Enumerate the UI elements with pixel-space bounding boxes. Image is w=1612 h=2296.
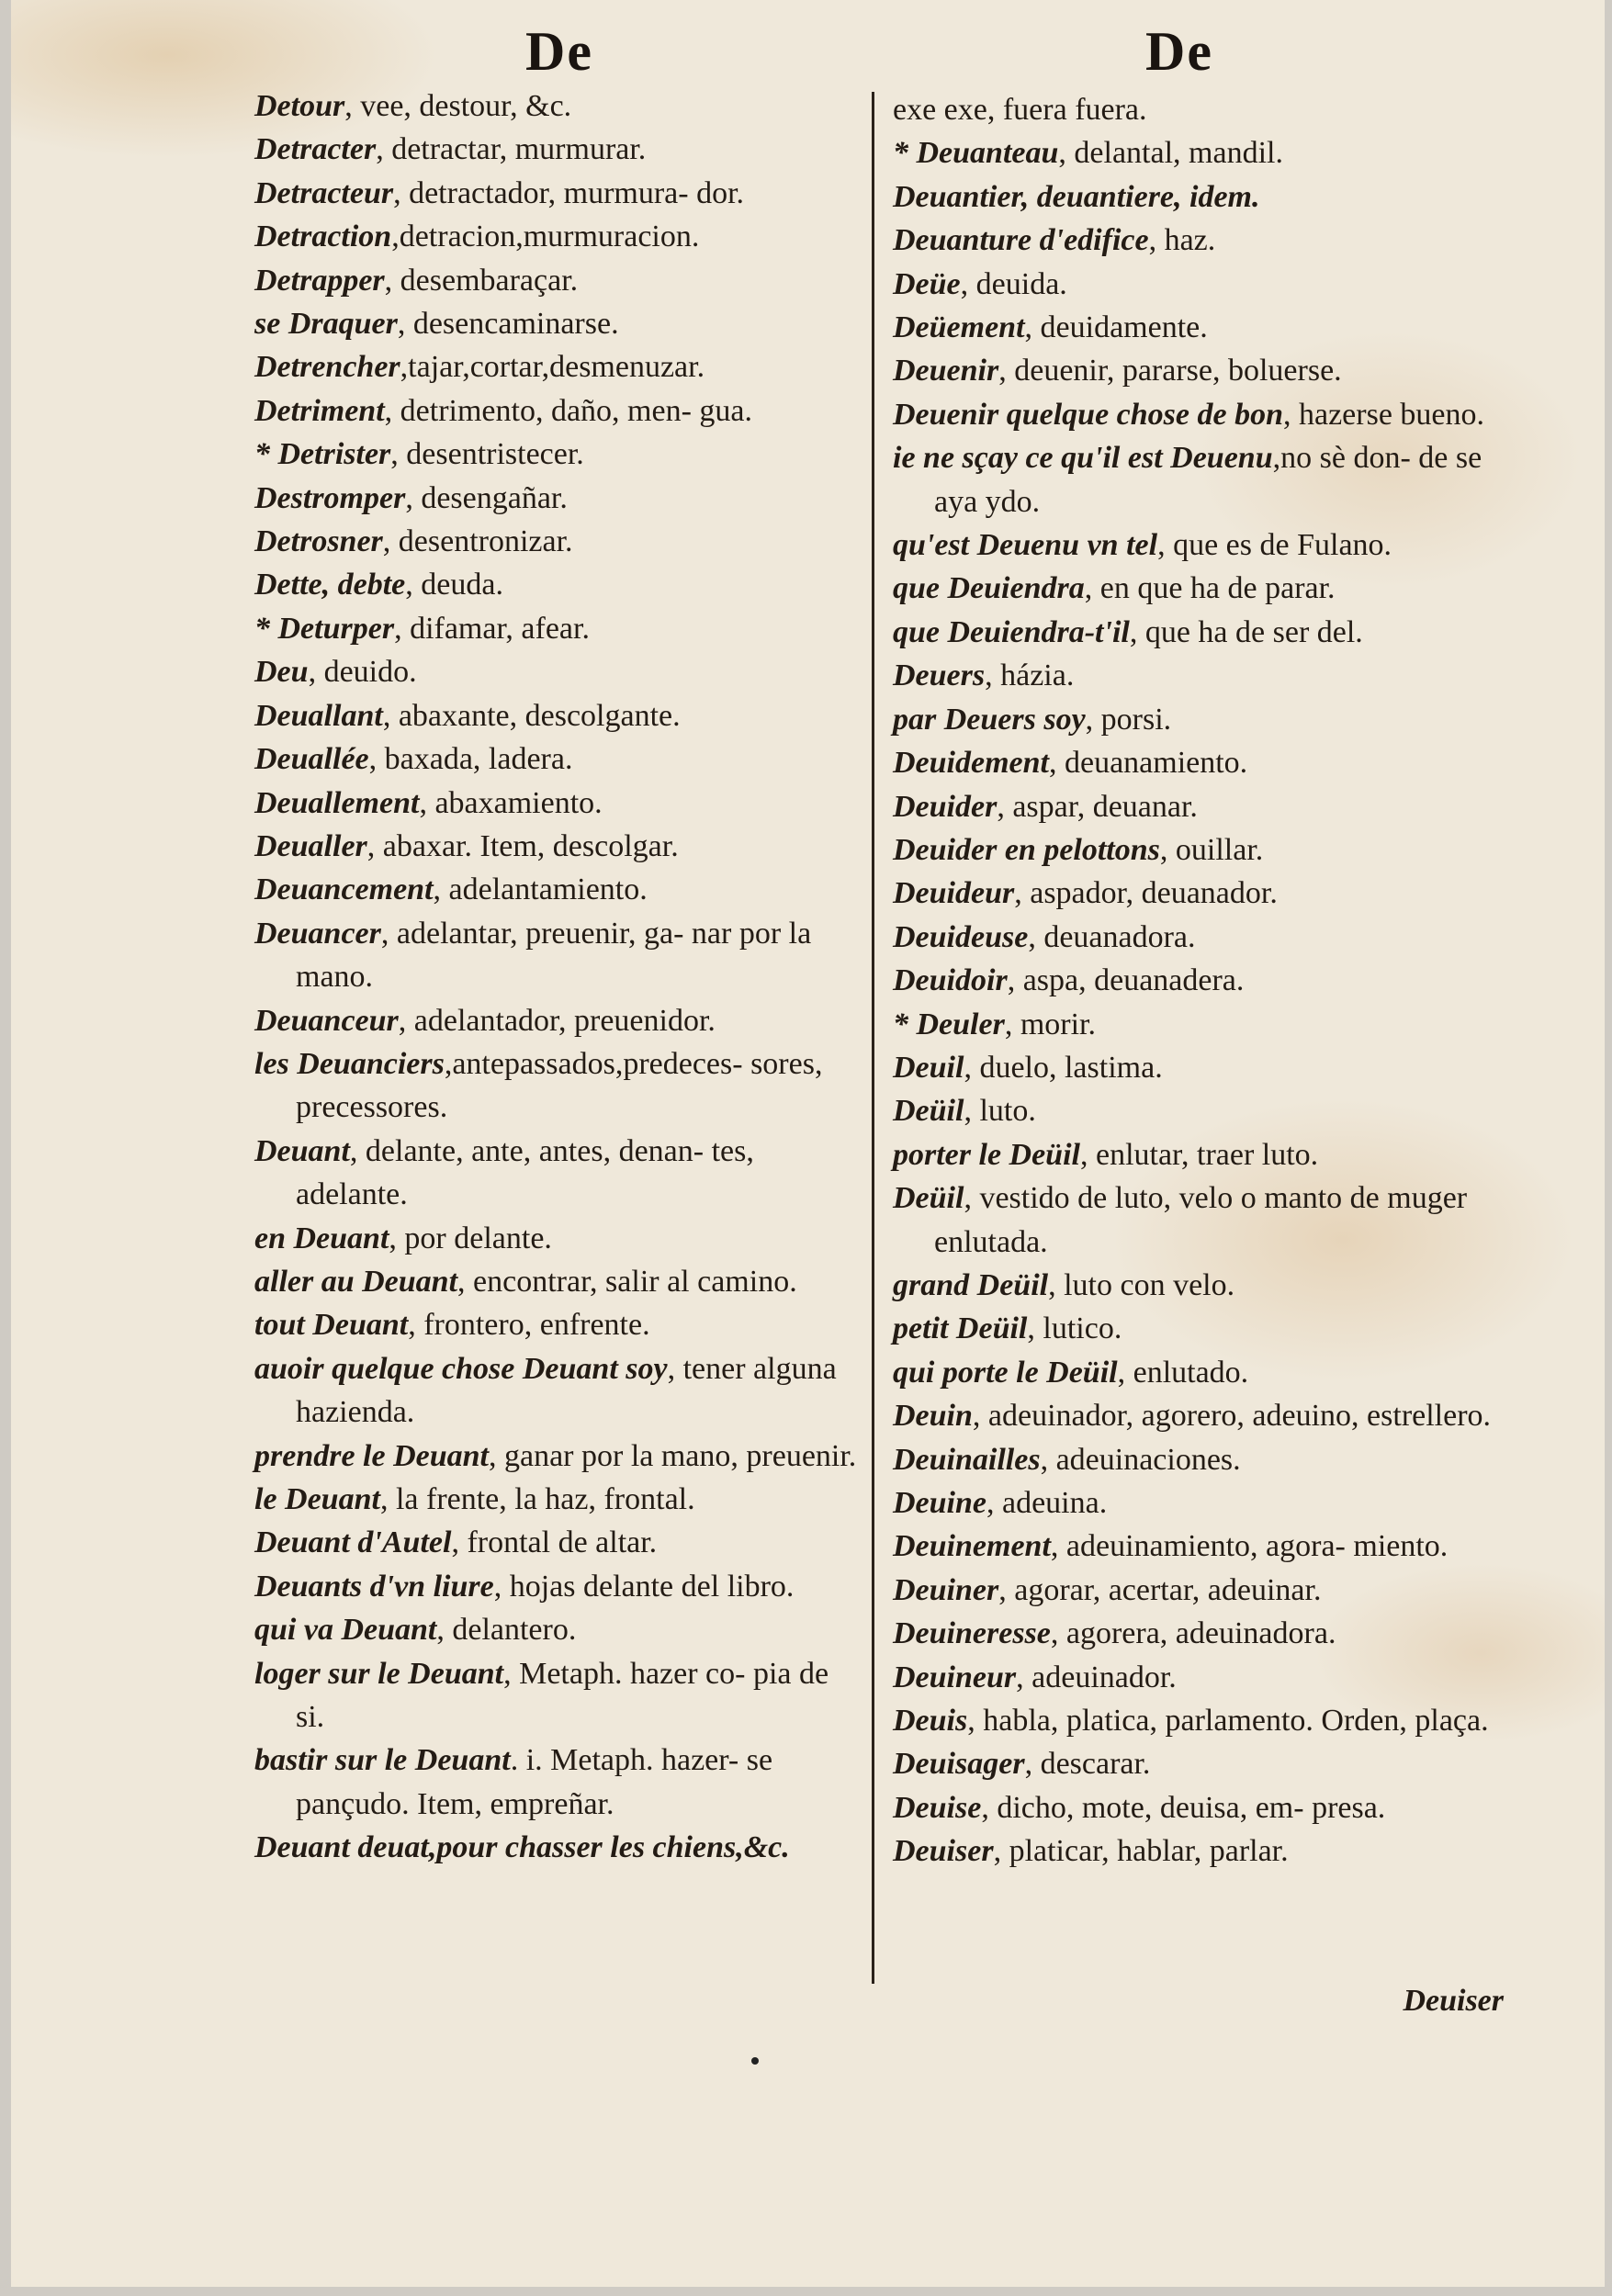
entry-headword: * Deuanteau xyxy=(893,136,1059,171)
entry-definition: ,no sè don- de se aya ydo. xyxy=(934,441,1482,519)
entry-definition: , detrimento, daño, men- gua. xyxy=(384,393,753,428)
entry-definition: exe exe, fuera fuera. xyxy=(893,93,1147,127)
dictionary-entry xyxy=(893,1742,1499,1785)
dictionary-entry xyxy=(254,1478,861,1521)
dictionary-entry xyxy=(893,1176,1499,1264)
entry-headword: Deuant d'Autel xyxy=(254,1525,452,1560)
dictionary-entry xyxy=(254,1826,861,1869)
dictionary-entry xyxy=(893,306,1499,349)
entry-headword: Deuancer xyxy=(254,916,381,951)
entry-definition: , ouillar. xyxy=(1159,832,1264,867)
entry-headword: Detracteur xyxy=(254,175,394,210)
entry-definition: , hojas delante del libro. xyxy=(493,1569,795,1604)
entry-headword: Deüil xyxy=(893,1094,964,1129)
entry-definition: , desentristecer. xyxy=(390,437,584,472)
entry-definition: , delantero. xyxy=(436,1613,577,1648)
dictionary-entry xyxy=(893,436,1499,523)
dictionary-entry xyxy=(254,1130,861,1217)
dictionary-entry xyxy=(254,825,861,868)
entry-definition: , deuanamiento. xyxy=(1048,746,1248,781)
entry-headword: Deuant deuat,pour chasser les chiens,&c. xyxy=(254,1830,790,1865)
entry-definition: , adeuinador, agorero, adeuino, estrellero. xyxy=(972,1399,1492,1434)
entry-definition: , haz. xyxy=(1148,223,1216,258)
dictionary-entry xyxy=(254,1303,861,1346)
dictionary-entry xyxy=(893,1786,1499,1829)
dictionary-entry xyxy=(893,741,1499,784)
entry-headword: Detrosner xyxy=(254,524,383,559)
dictionary-entry xyxy=(254,563,861,606)
dictionary-entry xyxy=(893,611,1499,654)
entry-headword: Detrapper xyxy=(254,263,385,298)
dictionary-entry xyxy=(893,1481,1499,1525)
dictionary-entry xyxy=(254,912,861,999)
dictionary-entry xyxy=(254,345,861,388)
entry-headword: grand Deüil xyxy=(893,1267,1049,1302)
entry-definition: , adelantar, preuenir, ga- nar por la mano. xyxy=(296,916,812,995)
entry-definition: ,detracion,murmuracion. xyxy=(391,219,700,254)
column-divider xyxy=(872,92,874,1984)
dictionary-entry xyxy=(254,737,861,781)
entry-definition: , la frente, la haz, frontal. xyxy=(379,1482,695,1516)
dictionary-entry xyxy=(893,828,1499,872)
entry-definition: , agorera, adeuinadora. xyxy=(1050,1616,1336,1651)
entry-definition: , deuida. xyxy=(960,266,1067,301)
entry-definition: , que ha de ser del. xyxy=(1129,614,1363,649)
entry-definition: , detractador, murmura- dor. xyxy=(393,175,745,210)
entry-headword: * Deturper xyxy=(254,611,395,646)
dictionary-entry xyxy=(254,607,861,650)
entry-headword: Deuineresse xyxy=(893,1616,1051,1651)
entry-definition: , en que ha de parar. xyxy=(1084,571,1336,606)
entry-definition: , porsi. xyxy=(1085,702,1172,737)
entry-definition: , luto. xyxy=(964,1094,1036,1129)
entry-headword: Destromper xyxy=(254,480,406,515)
entry-headword: Detriment xyxy=(254,393,385,428)
dictionary-entry xyxy=(893,1046,1499,1089)
dictionary-entry xyxy=(254,1260,861,1303)
dictionary-entry xyxy=(254,650,861,693)
entry-definition: , por delante. xyxy=(389,1221,552,1255)
entry-definition: , házia. xyxy=(985,658,1075,693)
entry-headword: auoir quelque chose Deuant soy xyxy=(254,1351,668,1386)
dictionary-entry xyxy=(254,1565,861,1608)
entry-definition: , adeuinamiento, agora- miento. xyxy=(1050,1529,1449,1564)
dictionary-entry xyxy=(254,1739,861,1826)
entry-headword: Deuallant xyxy=(254,698,383,733)
dictionary-entry xyxy=(254,1608,861,1651)
entry-headword: le Deuant xyxy=(254,1482,380,1516)
entry-headword: Detraction xyxy=(254,219,392,254)
dictionary-entry xyxy=(893,1438,1499,1481)
entry-headword: Dette, debte xyxy=(254,568,406,602)
entry-headword: que Deuiendra-t'il xyxy=(893,614,1130,649)
entry-definition: , descarar. xyxy=(1024,1747,1151,1782)
dictionary-entry xyxy=(893,1525,1499,1568)
entry-definition: , aspa, deuanadera. xyxy=(1007,963,1245,998)
entry-definition: ,tajar,cortar,desmenuzar. xyxy=(400,350,705,385)
dictionary-entry xyxy=(254,389,861,433)
entry-definition: , deuenir, pararse, boluerse. xyxy=(998,354,1342,388)
dictionary-entry xyxy=(893,349,1499,392)
entry-definition: , que es de Fulano. xyxy=(1157,528,1392,563)
dictionary-entry xyxy=(254,999,861,1042)
dictionary-entry xyxy=(254,868,861,911)
entry-definition: , Metaph. hazer co- pia de si. xyxy=(296,1656,829,1735)
dictionary-entry xyxy=(254,477,861,520)
entry-headword: Deüe xyxy=(893,266,961,301)
entry-headword: Deuisager xyxy=(893,1747,1025,1782)
entry-definition: , vestido de luto, velo o manto de muger enlutada. xyxy=(934,1181,1468,1259)
entry-definition: , ganar por la mano, preuenir. xyxy=(489,1438,857,1473)
entry-headword: petit Deüil xyxy=(893,1311,1028,1346)
entry-headword: Deuider en pelottons xyxy=(893,832,1160,867)
dictionary-entry xyxy=(893,1351,1499,1394)
entry-headword: Deuanceur xyxy=(254,1003,399,1038)
entry-headword: ie ne sçay ce qu'il est Deuenu xyxy=(893,441,1273,476)
entry-headword: Deuise xyxy=(893,1790,982,1825)
entry-headword: Deüil xyxy=(893,1181,964,1216)
entry-headword: Deualler xyxy=(254,828,367,863)
dictionary-entry xyxy=(254,520,861,563)
dictionary-entry xyxy=(893,916,1499,959)
dictionary-entry xyxy=(254,433,861,476)
running-head-right: De xyxy=(1145,21,1213,82)
entry-definition: , delante, ante, antes, denan- tes, adelante. xyxy=(296,1133,754,1212)
entry-definition: , hazerse bueno. xyxy=(1283,397,1485,432)
entry-definition: , frontero, enfrente. xyxy=(408,1308,650,1343)
entry-headword: Deuants d'vn liure xyxy=(254,1569,494,1604)
entry-headword: Deuant xyxy=(254,1133,350,1168)
entry-headword: aller au Deuant xyxy=(254,1264,458,1299)
entry-definition: , encontrar, salir al camino. xyxy=(457,1264,797,1299)
dictionary-entry xyxy=(893,219,1499,262)
dictionary-entry xyxy=(254,694,861,737)
entry-definition: , detractar, murmurar. xyxy=(376,132,647,167)
entry-definition: . i. Metaph. hazer- se pançudo. Item, empreñar. xyxy=(296,1743,773,1821)
entry-headword: Deuallement xyxy=(254,785,420,820)
entry-definition: , adeuina. xyxy=(986,1486,1108,1520)
dictionary-entry xyxy=(254,1217,861,1260)
entry-headword: Deuideuse xyxy=(893,919,1029,954)
ink-dot xyxy=(751,2057,759,2065)
entry-headword: tout Deuant xyxy=(254,1308,409,1343)
entry-definition: , enlutado. xyxy=(1117,1355,1249,1390)
entry-headword: Deuiner xyxy=(893,1572,999,1607)
dictionary-entry xyxy=(893,872,1499,915)
entry-definition: , aspar, deuanar. xyxy=(997,789,1198,824)
dictionary-entry xyxy=(254,782,861,825)
dictionary-entry xyxy=(254,1652,861,1739)
dictionary-entry xyxy=(893,1612,1499,1655)
entry-headword: * Deuler xyxy=(893,1007,1005,1041)
entry-headword: Deuiser xyxy=(893,1834,994,1869)
entry-definition: , abaxamiento. xyxy=(419,785,603,820)
entry-headword: Deuenir xyxy=(893,354,999,388)
entry-headword: Deu xyxy=(254,655,309,690)
dictionary-entry xyxy=(254,172,861,215)
entry-definition: , aspador, deuanador. xyxy=(1014,876,1278,911)
dictionary-entry xyxy=(893,1656,1499,1699)
entry-definition: , delantal, mandil. xyxy=(1058,136,1283,171)
catchword: Deuiser xyxy=(1403,1984,1504,2018)
right-column xyxy=(893,88,1499,1874)
dictionary-entry xyxy=(254,128,861,171)
entry-headword: Deuil xyxy=(893,1050,964,1085)
entry-definition: ,antepassados,predeces- sores, precessores. xyxy=(296,1046,823,1125)
entry-headword: * Detrister xyxy=(254,437,391,472)
entry-definition: , deuido. xyxy=(308,655,417,690)
dictionary-entry xyxy=(893,567,1499,610)
entry-headword: Deuine xyxy=(893,1486,986,1520)
dictionary-entry xyxy=(893,698,1499,741)
entry-headword: Deuinement xyxy=(893,1529,1051,1564)
entry-definition: , lutico. xyxy=(1027,1311,1122,1346)
dictionary-entry xyxy=(893,1569,1499,1612)
entry-headword: par Deuers soy xyxy=(893,702,1086,737)
entry-definition: , tener alguna hazienda. xyxy=(296,1351,837,1430)
entry-definition: , difamar, afear. xyxy=(394,611,590,646)
dictionary-entry xyxy=(254,1435,861,1478)
left-column xyxy=(254,84,861,1870)
dictionary-entry xyxy=(893,1089,1499,1132)
dictionary-entry xyxy=(893,175,1499,219)
entry-definition: , deuanadora. xyxy=(1028,919,1196,954)
dictionary-entry xyxy=(893,393,1499,436)
entry-definition: , enlutar, traer luto. xyxy=(1079,1137,1319,1172)
entry-definition: , desencaminarse. xyxy=(397,307,619,342)
entry-headword: qu'est Deuenu vn tel xyxy=(893,528,1158,563)
dictionary-entry xyxy=(254,1042,861,1130)
entry-headword: Deüement xyxy=(893,310,1025,345)
dictionary-entry xyxy=(893,1394,1499,1437)
entry-headword: Deuider xyxy=(893,789,998,824)
entry-headword: prendre le Deuant xyxy=(254,1438,489,1473)
entry-definition: , agorar, acertar, adeuinar. xyxy=(998,1572,1322,1607)
dictionary-entry xyxy=(893,1307,1499,1350)
dictionary-entry xyxy=(893,1829,1499,1873)
dictionary-entry xyxy=(893,88,1499,131)
dictionary-entry xyxy=(893,785,1499,828)
entry-definition: , abaxar. Item, descolgar. xyxy=(366,828,679,863)
entry-definition: , platicar, hablar, parlar. xyxy=(993,1834,1289,1869)
entry-headword: les Deuanciers xyxy=(254,1046,445,1081)
dictionary-page xyxy=(11,0,1605,2287)
entry-headword: Deuidement xyxy=(893,746,1049,781)
entry-definition: , vee, destour, &c. xyxy=(344,89,572,123)
entry-definition: , duelo, lastima. xyxy=(964,1050,1163,1085)
entry-definition: , adelantamiento. xyxy=(433,872,648,907)
dictionary-entry xyxy=(893,1264,1499,1307)
dictionary-entry xyxy=(893,523,1499,567)
entry-definition: , baxada, ladera. xyxy=(368,742,573,777)
dictionary-entry xyxy=(254,215,861,258)
dictionary-entry xyxy=(254,259,861,302)
entry-headword: Deuantier, deuantiere, idem. xyxy=(893,179,1260,214)
dictionary-entry xyxy=(893,1003,1499,1046)
entry-headword: porter le Deüil xyxy=(893,1137,1080,1172)
entry-headword: Detracter xyxy=(254,132,377,167)
dictionary-entry xyxy=(893,654,1499,697)
entry-headword: Deuanture d'edifice xyxy=(893,223,1149,258)
entry-headword: loger sur le Deuant xyxy=(254,1656,504,1691)
entry-definition: , deuda. xyxy=(405,568,503,602)
entry-definition: , desengañar. xyxy=(405,480,568,515)
entry-definition: , adelantador, preuenidor. xyxy=(398,1003,716,1038)
entry-definition: , morir. xyxy=(1004,1007,1096,1041)
entry-headword: en Deuant xyxy=(254,1221,389,1255)
dictionary-entry xyxy=(254,84,861,128)
dictionary-entry xyxy=(893,1133,1499,1176)
dictionary-entry xyxy=(893,131,1499,174)
entry-headword: se Draquer xyxy=(254,307,398,342)
dictionary-entry xyxy=(893,1699,1499,1742)
entry-headword: Deuancement xyxy=(254,872,434,907)
entry-headword: que Deuiendra xyxy=(893,571,1085,606)
dictionary-entry xyxy=(893,959,1499,1002)
entry-definition: , desembaraçar. xyxy=(384,263,579,298)
entry-headword: Detour xyxy=(254,89,345,123)
entry-definition: , frontal de altar. xyxy=(451,1525,658,1560)
entry-headword: Deuers xyxy=(893,658,986,693)
running-head-left: De xyxy=(525,21,593,82)
dictionary-entry xyxy=(254,1521,861,1564)
entry-headword: bastir sur le Deuant xyxy=(254,1743,511,1778)
entry-definition: , deuidamente. xyxy=(1024,310,1208,345)
entry-headword: qui porte le Deüil xyxy=(893,1355,1118,1390)
dictionary-entry xyxy=(254,302,861,345)
dictionary-entry xyxy=(893,263,1499,306)
entry-definition: , abaxante, descolgante. xyxy=(382,698,681,733)
entry-headword: Deuineur xyxy=(893,1660,1017,1694)
entry-definition: , dicho, mote, deuisa, em- presa. xyxy=(981,1790,1386,1825)
entry-definition: , habla, platica, parlamento. Orden, plaça. xyxy=(967,1704,1489,1739)
entry-headword: qui va Deuant xyxy=(254,1613,437,1648)
entry-definition: , adeuinaciones. xyxy=(1040,1442,1241,1477)
entry-headword: Deuideur xyxy=(893,876,1015,911)
entry-definition: , adeuinador. xyxy=(1016,1660,1177,1694)
entry-definition: , desentronizar. xyxy=(382,524,573,559)
entry-headword: Deuis xyxy=(893,1704,968,1739)
entry-headword: Deuidoir xyxy=(893,963,1008,998)
entry-headword: Deuinailles xyxy=(893,1442,1041,1477)
dictionary-entry xyxy=(254,1347,861,1435)
entry-definition: , luto con velo. xyxy=(1048,1267,1235,1302)
entry-headword: Deuin xyxy=(893,1399,973,1434)
entry-headword: Deuenir quelque chose de bon xyxy=(893,397,1283,432)
entry-headword: Detrencher xyxy=(254,350,400,385)
entry-headword: Deuallée xyxy=(254,742,369,777)
